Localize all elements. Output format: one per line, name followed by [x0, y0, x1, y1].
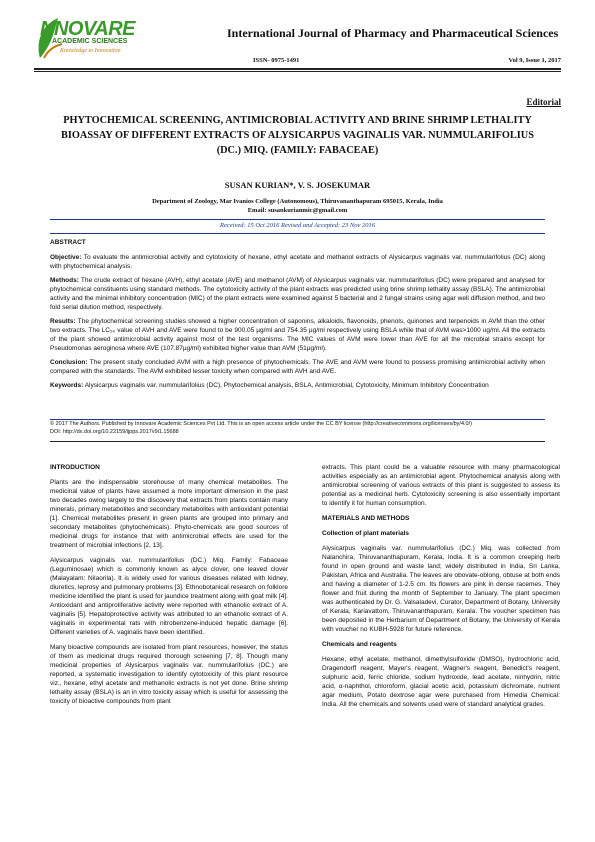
received-dates: Received: 15 Oct 2016 Revised and Accepted: 23 Nov 2016: [220, 222, 375, 229]
abstract-heading: ABSTRACT: [50, 239, 86, 246]
header-rule: [34, 68, 561, 70]
logo-name: NNOVARE: [40, 18, 136, 40]
abstract-results: Results: The phytochemical screening studies showed a higher concentration of saponins, alkaloids, flavonoids, phenols, quinones and terpenoids in AVM than the other two extracts. The LC₅₀ value of AVH and AVE were found to be 900.05 µg/ml and 754.35 µg/ml respectively using BSLA while that of AVM was>1000 ug/ml. All the extracts of the plant showed antimicrobial activity against most of the test organisms. The MIC values of AVM were lower than AVE for all the microbial strains except for Pseudomonas aeroginosa where AVE (107.87µg/ml) exhibited higher value than AVM (51µg/ml).: [50, 318, 545, 352]
paragraph: Alysicarpus vaginalis var. nummularifolius (DC.) Miq. Family: Fabaceae (Leguminosae) which is commonly known as alyce clover, one leaved clover (Malayalam: Nilaorila). It is widely used for various diseases related with kidney, diuretics, leprosy and pulmonary problems [3]. Ethnobotanical research on folklore medicine identified the plant is used for jaundice treatment along with goat milk [4]. Antioxidant and antiproliferative activity were reported with ethanolic extract of A. vaginalis [5]. Hepatoprotective activity was attributed to an ethanolic extract of A. vaginalis in experimental rats with nitrobenzene-induced hepatic damage [6]. Different varieties of A. vaginalis have been identified.: [50, 557, 288, 636]
section-heading: MATERIALS AND METHODS: [322, 515, 410, 522]
doi[interactable]: DOI: http://dx.doi.org/10.22159/ijpps.2017v9i1.15688: [50, 428, 179, 435]
divider: [50, 419, 545, 420]
section-heading: INTRODUCTION: [50, 464, 100, 471]
abstract: [50, 238, 545, 395]
email[interactable]: Email: susankurianmic@gmail.com: [247, 207, 348, 214]
abstract-keywords: Keywords: Alysicarpus vaginalis var. nummularifolius (DC), Phytochemical analysis, BSLA, Antimicrobial, Cytotoxicity, Minimum Inhibitory Concentration: [50, 382, 489, 389]
section-label: Editorial: [526, 97, 561, 107]
logo-subtitle: ACADEMIC SCIENCES: [52, 38, 128, 45]
paragraph: Many bioactive compounds are isolated from plant resources, however, the status of them as medicinal drugs required thorough screening [7, 8]. Though many medicinal properties of Alysicarpus vaginalis var. nummularifolius (DC.) are reported, a systematic investigation to identify cytotoxicity of this plant resource viz., hexane, ethyl acetate and methanolic extracts is not yet done. Brine shrimp lethality assay (BSLA) is an in vitro toxicity assay which is useful for assessing the toxicity of bioactive compounds from plant: [50, 644, 288, 705]
license-block: [50, 421, 545, 436]
subsection-heading: Collection of plant materials: [322, 530, 410, 537]
paragraph: Alysicarpus vaginalis var. nummularifolius (DC.) Miq. was collected from Nalanchira, Thiruvananthapuram, Kerala, India. It is a common creeping herb found in open ground and waste land; widely distributed in India, Sri Lanka, Pakistan, Africa and Australia. The leaves are obovate-oblong, obtuse at both ends and having a diameter of 1-2.5 cm. Its flowers are pink in dense racemes. They flower and fruit during the month of September to January. The plant specimen was authenticated by Dr. G. Valsaladevi, Curator, Department of Botany, University of Kerala, Kariavattom, Thiruvananthapuram, Kerala. The voucher specimen has been deposited in the Herbarium of Department of Botany, the University of Kerala with voucher no KUBH-5928 for future reference.: [322, 545, 561, 633]
issn: ISSN- 0975-1491: [253, 57, 300, 64]
paragraph: Plants are the indispensable storehouse of many chemical metabolites. The medicinal value of plants have assumed a more important dimension in the past two decades owing largely to the discovery that extracts from plants contain many minerals, primary metabolites and secondary metabolites with antioxidant potential [1]. Chemical metabolites present in green plants are grouped into primary and secondary metabolites (phytochemicals). Phyto-chemicals are good sources of medicinal drugs for instance that with antimicrobial effects are used for the treatment of microbial infections [2, 13].: [50, 479, 288, 549]
divider: [50, 441, 545, 442]
license[interactable]: © 2017 The Authors. Published by Innovare Academic Sciences Pvt Ltd. This is an open access article under the CC BY license (http://creativecommons.org/licenses/by/4.0/): [50, 421, 472, 427]
paragraph: extracts. This plant could be a valuable resource with many pharmacological activities especially as an antimicrobial agent. Phytochemical analysis along with antimicrobial screening of various extracts of this plant is suggested to assess its potential as a medicinal herb. Cytotoxicity screening is also essentially important to identify it for human consumption.: [322, 464, 560, 507]
journal-title: International Journal of Pharmacy and Pharmaceutical Sciences: [227, 26, 559, 40]
volume-issue: Vol 9, Issue 1, 2017: [508, 57, 561, 64]
affiliation-block: [40, 197, 555, 215]
header-rule-thin: [34, 71, 561, 72]
paragraph: Hexane, ethyl acetate, methanol, dimethylsulfoxide (DMSO), hydrochloric acid, Dragendorff reagent, Mayer's reagent, Wagner's reagent, Benedict's reagent, sulphuric acid, ferric chloride, sodium hydroxide, lead acetate, ninhydrin, nitric acid, α-naphthol, chloroform, glacial acetic acid, potassium dichromate, nutrient agar medium, Potato dextrose agar were purchased from Himedia Chemical: India. All the chemicals and solvents used were of standard analytical grades.: [322, 656, 560, 708]
affiliation: Department of Zoology, Mar Ivanios College (Autonomous), Thiruvananthapuram 695015, Kerala, India: [152, 198, 443, 205]
journal-header: [34, 14, 561, 66]
authors: SUSAN KURIAN*, V. S. JOSEKUMAR: [224, 180, 371, 190]
left-column: [50, 463, 288, 712]
publisher-logo: [34, 14, 139, 64]
abstract-objective: Objective: To evaluate the antimicrobial activity and cytotoxicity of hexane, ethyl acetate and methanol extracts of Alysicarpus vaginalis var. nummularifolius (DC) along with phytochemical analysis.: [50, 254, 545, 270]
abstract-methods: Methods: The crude extract of hexane (AVH), ethyl acetate (AVE) and methanol (AVM) of Alysicarpus vaginalis var. nummularifolius (DC) were prepared and analysed for phytochemical constituents using standard methods. The cytotoxicity activity of the plant extracts was predicted using brine shrimp lethality assay (BSLA). The antimicrobial activity and the minimal inhibitory concentration (MIC) of the plant extracts were examined against 5 bacterial and 2 fungal strains using agar well diffusion method, and two fold serial dilution method, respectively.: [50, 277, 545, 311]
logo-tagline: Knowledge to Innovation: [60, 48, 121, 54]
subsection-heading: Chemicals and reagents: [322, 641, 397, 648]
divider: [50, 219, 545, 220]
article-title: PHYTOCHEMICAL SCREENING, ANTIMICROBIAL ACTIVITY AND BRINE SHRIMP LETHALITY BIOASSAY OF DIFFERENT EXTRACTS OF ALYSICARPUS VAGINALIS VAR. NUMMULARIFOLIUS (DC.) MIQ. (FAMILY: FABACEAE): [61, 115, 534, 156]
divider: [50, 233, 545, 234]
abstract-conclusion: Conclusion: The present study concluded AVM with a high presence of phytochemicals. The AVE and AVM were found to possess promising antimicrobial activity when compared with the standards. The AVM exhibited lesser toxicity when compared with AVH and AVE.: [50, 359, 545, 375]
right-column: [322, 463, 560, 715]
